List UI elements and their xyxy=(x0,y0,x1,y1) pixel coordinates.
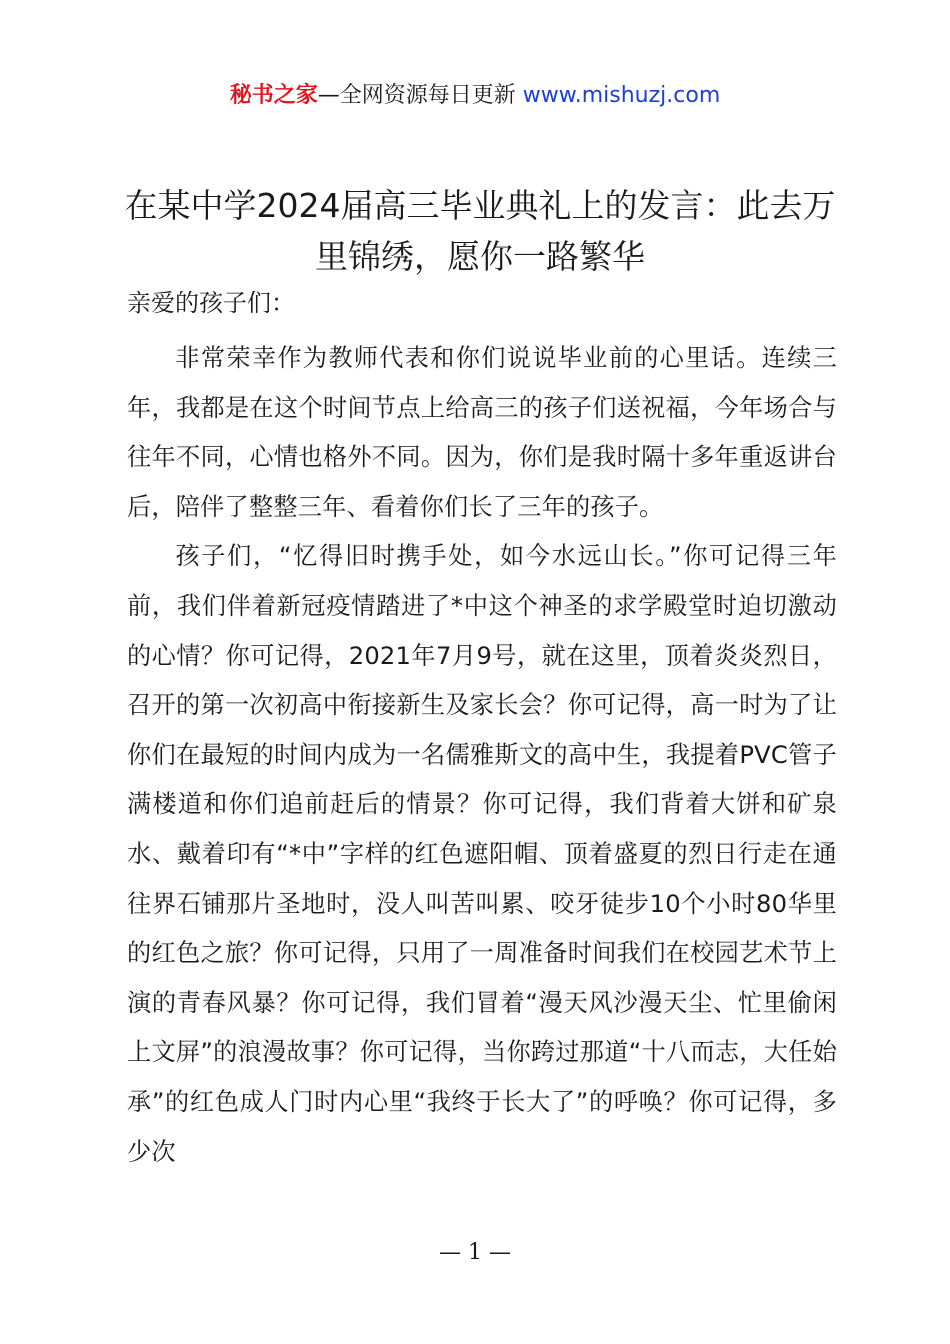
site-brand: 秘书之家 xyxy=(229,83,318,108)
site-tagline: —全网资源每日更新 xyxy=(317,83,523,108)
document-body xyxy=(127,334,837,1177)
salutation: 亲爱的孩子们： xyxy=(127,289,295,317)
paragraph: 非常荣幸作为教师代表和你们说说毕业前的心里话。连续三年，我都是在这个时间节点上给高三的孩子们送祝福，今年场合与往年不同，心情也格外不同。因为，你们是我时隔十多年重返讲台后，陪伴了整整三年、看着你们长了三年的孩子。 xyxy=(127,344,837,521)
paragraph: 孩子们，“忆得旧时携手处，如今水远山长。”你可记得三年前，我们伴着新冠疫情踏进了*中这个神圣的求学殿堂时迫切激动的心情？你可记得，2021年7月9号，就在这里，顶着炎炎烈日，召开的第一次初高中衔接新生及家长会？你可记得，高一时为了让你们在最短的时间内成为一名儒雅斯文的高中生，我提着PVC管子满楼道和你们追前赶后的情景？你可记得，我们背着大饼和矿泉水、戴着印有“*中”字样的红色遮阳帽、顶着盛夏的烈日行走在通往界石铺那片圣地时，没人叫苦叫累、咬牙徒步10个小时80华里的红色之旅？你可记得，只用了一周准备时间我们在校园艺术节上演的青春风暴？你可记得，我们冒着“漫天风沙漫天尘、忙里偷闲上文屏”的浪漫故事？你可记得，当你跨过那道“十八而志，大任始承”的红色成人门时内心里“我终于长大了”的呼唤？你可记得，多少次 xyxy=(127,542,837,1166)
site-url-link[interactable]: www.mishuzj.com xyxy=(522,83,721,108)
site-header xyxy=(0,80,950,112)
page-number: — 1 — xyxy=(439,1240,511,1265)
document-title: 在某中学2024届高三毕业典礼上的发言：此去万里锦绣，愿你一路繁华 xyxy=(124,186,836,276)
